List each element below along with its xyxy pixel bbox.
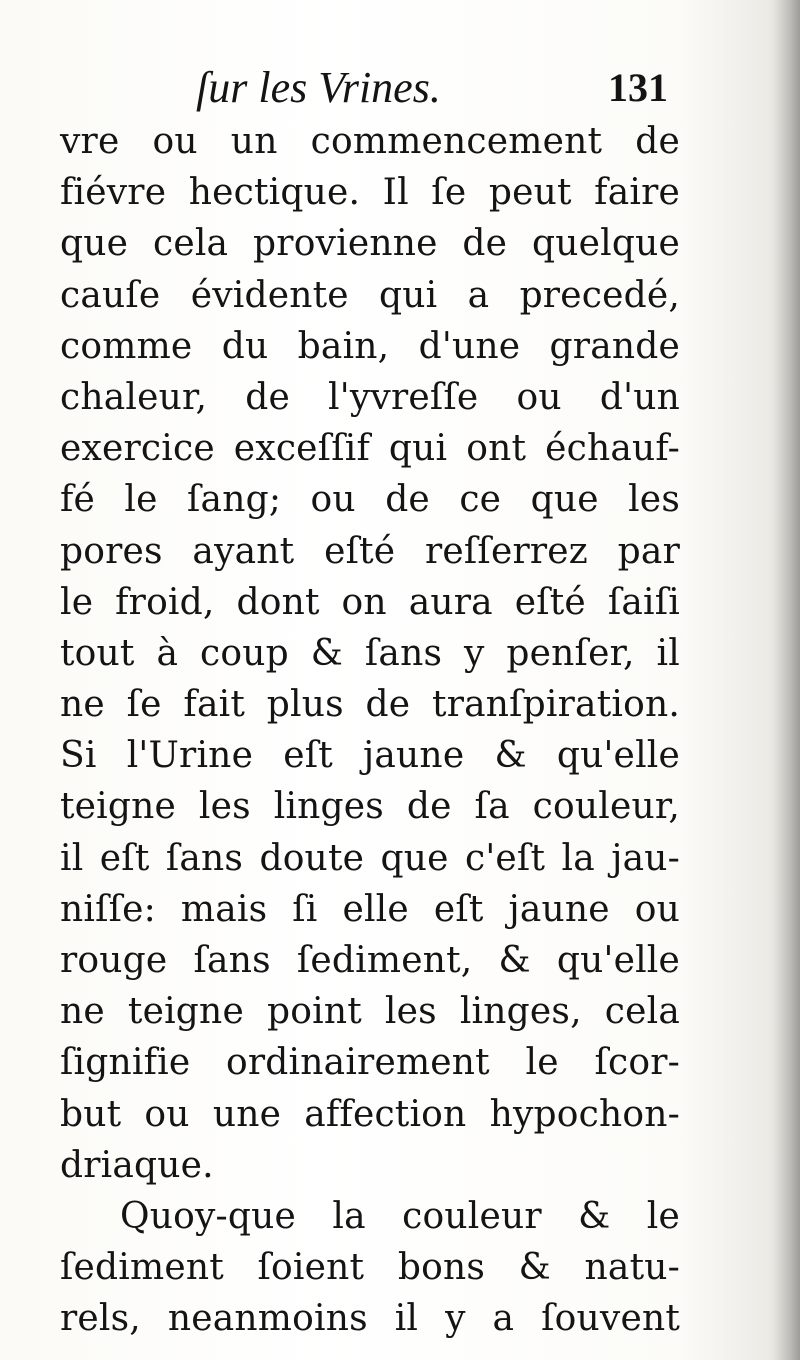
- text-line: vre ou un commencement de: [60, 121, 680, 162]
- text-line: rouge ſans ſediment, & qu'elle: [60, 940, 680, 981]
- text-line: comme du bain, d'une grande: [60, 325, 680, 367]
- text-line: rels, neanmoins il y a ſouvent: [60, 1298, 680, 1340]
- text-line: ſignifie ordinairement le ſcor-: [60, 1042, 680, 1084]
- text-line: teigne les linges de ſa couleur,: [60, 786, 680, 828]
- running-title: ſur les Vrines.: [196, 63, 441, 112]
- text-line: ne ſe fait plus de tranſpiration.: [60, 684, 680, 726]
- text-line: but ou une affection hypochon-: [60, 1093, 680, 1135]
- page-number: 131: [608, 65, 668, 110]
- text-line: fiévre hectique. Il ſe peut faire: [60, 172, 680, 214]
- text-line: chaleur, de l'yvreſſe ou d'un: [60, 376, 680, 418]
- text-line: Si l'Urine eſt jaune & qu'elle: [60, 735, 680, 777]
- text-line: Quoy-que la couleur & le: [120, 1195, 680, 1237]
- text-line: ſediment ſoient bons & natu-: [60, 1247, 680, 1289]
- page-header: [0, 58, 800, 118]
- text-line: fé le ſang; ou de ce que les: [60, 479, 680, 521]
- text-line: le froid, dont on aura eſté ſaiſi: [60, 581, 680, 623]
- page-edge-shadow: [774, 0, 800, 1360]
- body-text: [60, 116, 680, 1345]
- text-line: tout à coup & ſans y penſer, il: [60, 632, 680, 674]
- text-line: cauſe évidente qui a precedé,: [60, 274, 680, 316]
- text-line: ne teigne point les linges, cela: [60, 991, 680, 1033]
- text-line: que cela provienne de quelque: [60, 223, 680, 265]
- text-line: driaque.: [60, 1144, 214, 1186]
- text-line: pores ayant eſté reſſerrez par: [60, 530, 680, 572]
- text-line: exercice exceſſif qui ont échauf-: [60, 428, 680, 470]
- text-line: il eſt ſans doute que c'eſt la jau-: [60, 837, 680, 879]
- text-line: niſſe: mais ſi elle eſt jaune ou: [60, 888, 680, 930]
